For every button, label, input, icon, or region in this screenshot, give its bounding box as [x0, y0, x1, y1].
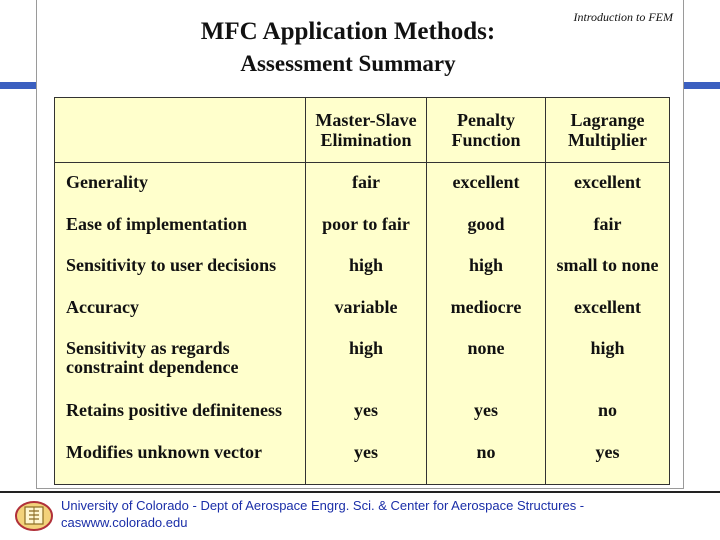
- university-seal-icon: [14, 498, 54, 532]
- rating-cell: excellent: [452, 172, 520, 192]
- header-lagrange-l1: Lagrange: [570, 110, 645, 130]
- header-master-slave-l1: Master-Slave: [315, 110, 417, 130]
- criterion: Accuracy: [66, 296, 139, 317]
- criterion: Sensitivity to user decisions: [66, 255, 277, 275]
- rating-cell: fair: [593, 213, 622, 234]
- rating-cell: small to none: [556, 255, 659, 275]
- header-penalty: [427, 98, 546, 163]
- table-body-row: [55, 163, 670, 485]
- rating-cell: good: [467, 213, 505, 234]
- title-line-2: Assessment Summary: [240, 51, 456, 76]
- slide-title: [37, 18, 683, 78]
- header-penalty-l1: Penalty: [457, 110, 515, 130]
- master-slave-column: [306, 163, 427, 485]
- criteria-column: [55, 163, 306, 485]
- header-empty-cell: [55, 98, 306, 163]
- criterion: Ease of implementation: [66, 213, 247, 234]
- rating-cell: yes: [354, 441, 378, 462]
- rating-cell: variable: [334, 296, 398, 317]
- penalty-column: [427, 163, 546, 485]
- assessment-table: [54, 97, 670, 485]
- rating-cell: no: [597, 400, 617, 420]
- criterion: Modifies unknown vector: [66, 441, 263, 462]
- criterion: Retains positive definiteness: [66, 400, 282, 420]
- criterion: Generality: [66, 172, 148, 192]
- header-penalty-l2: Function: [451, 130, 521, 150]
- footer: [0, 488, 720, 540]
- rating-cell: high: [468, 255, 504, 275]
- rating-cell: yes: [595, 441, 620, 462]
- header-master-slave: [306, 98, 427, 163]
- header-master-slave-l2: Elimination: [320, 130, 412, 150]
- lagrange-column: [546, 163, 670, 485]
- rating-cell: no: [476, 441, 496, 462]
- rating-cell: high: [348, 255, 384, 275]
- slide: [36, 0, 684, 489]
- rating-cell: poor to fair: [322, 213, 410, 234]
- rating-cell: high: [590, 338, 625, 358]
- header-lagrange: [546, 98, 670, 163]
- table-header-row: [55, 98, 670, 163]
- title-line-1: MFC Application Methods:: [200, 18, 496, 45]
- criterion: Sensitivity as regards constraint dependence: [66, 338, 239, 377]
- header-lagrange-l2: Multiplier: [568, 130, 647, 150]
- rating-cell: yes: [474, 400, 498, 420]
- rating-cell: excellent: [574, 172, 641, 192]
- footer-text: University of Colorado - Dept of Aerospace Engrg. Sci. & Center for Aerospace Structures - caswww.colorado.edu: [61, 498, 585, 530]
- course-tag: Introduction to FEM: [573, 10, 673, 24]
- rating-cell: fair: [352, 172, 380, 192]
- rating-cell: mediocre: [450, 296, 522, 317]
- rating-cell: excellent: [574, 296, 641, 317]
- rating-cell: high: [348, 338, 384, 358]
- footer-divider: [0, 491, 720, 493]
- rating-cell: none: [467, 338, 505, 358]
- rating-cell: yes: [354, 400, 378, 420]
